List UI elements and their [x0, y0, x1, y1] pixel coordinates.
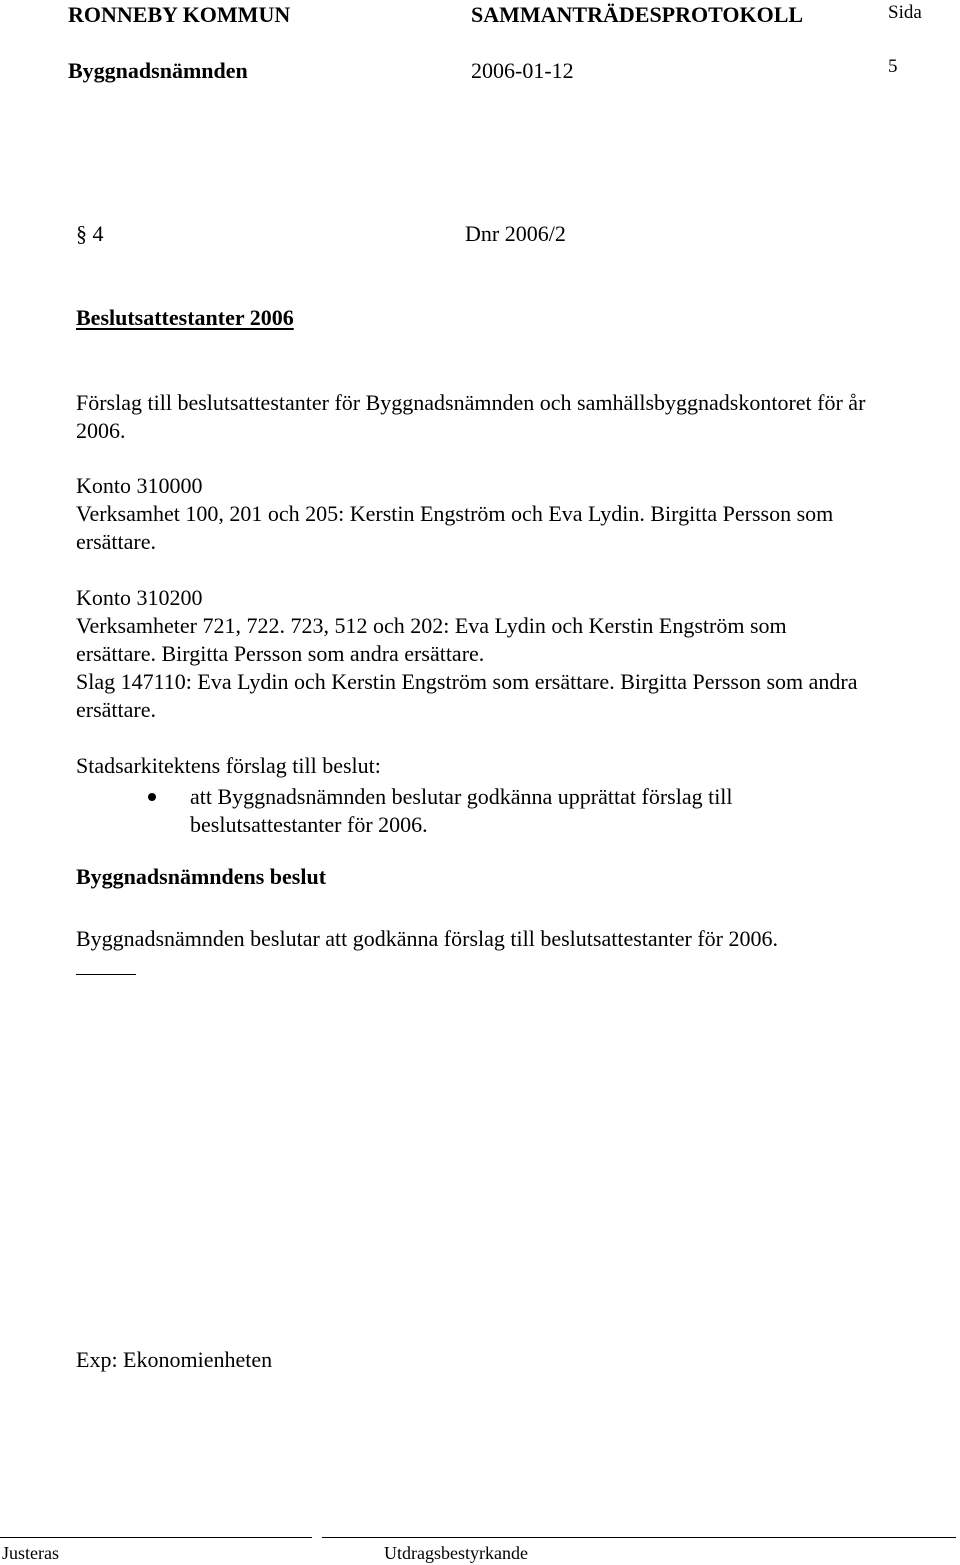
municipality-name: RONNEBY KOMMUN [68, 2, 291, 27]
proposal-heading: Stadsarkitektens förslag till beslut: [76, 753, 381, 778]
intro-line: 2006. [76, 418, 126, 443]
expedition-note: Exp: Ekonomienheten [76, 1347, 273, 1372]
proposal-line: beslutsattestanter för 2006. [190, 812, 428, 837]
footer-line-left [0, 1537, 312, 1538]
konto-line: ersättare. [76, 697, 156, 722]
intro-line: Förslag till beslutsattestanter för Byggnadsnämnden och samhällsbyggnadskontoret för år [76, 390, 866, 415]
bullet-dot [148, 793, 156, 801]
meeting-date: 2006-01-12 [471, 58, 574, 83]
konto-line: Slag 147110: Eva Lydin och Kerstin Engström som ersättare. Birgitta Persson som andra [76, 669, 858, 694]
footer-utdragsbestyrkande: Utdragsbestyrkande [384, 1543, 528, 1563]
konto-310200-paragraph [76, 584, 858, 724]
konto-line: ersättare. Birgitta Persson som andra ersättare. [76, 641, 485, 666]
intro-paragraph [76, 389, 865, 445]
proposal-bullet-text [190, 783, 733, 839]
konto-line: Verksamhet 100, 201 och 205: Kerstin Engström och Eva Lydin. Birgitta Persson som [76, 501, 834, 526]
committee-name: Byggnadsnämnden [68, 58, 248, 83]
konto-line: Verksamheter 721, 722. 723, 512 och 202: Eva Lydin och Kerstin Engström som [76, 613, 787, 638]
decision-text: Byggnadsnämnden beslutar att godkänna förslag till beslutsattestanter för 2006. [76, 926, 779, 951]
konto-line: Konto 310000 [76, 473, 203, 498]
end-rule [76, 974, 136, 975]
konto-line: Konto 310200 [76, 585, 203, 610]
konto-line: ersättare. [76, 529, 156, 554]
item-title: Beslutsattestanter 2006 [76, 305, 294, 330]
section-number: § 4 [76, 221, 104, 246]
page-label: Sida [888, 2, 922, 23]
page-number: 5 [888, 56, 898, 77]
footer-line-right [322, 1537, 956, 1538]
konto-310000-paragraph [76, 472, 833, 556]
diary-number: Dnr 2006/2 [465, 221, 566, 246]
decision-heading: Byggnadsnämndens beslut [76, 864, 327, 889]
footer-justeras: Justeras [2, 1543, 59, 1563]
proposal-line: att Byggnadsnämnden beslutar godkänna upprättat förslag till [190, 784, 733, 809]
document-type: SAMMANTRÄDESPROTOKOLL [471, 2, 804, 27]
